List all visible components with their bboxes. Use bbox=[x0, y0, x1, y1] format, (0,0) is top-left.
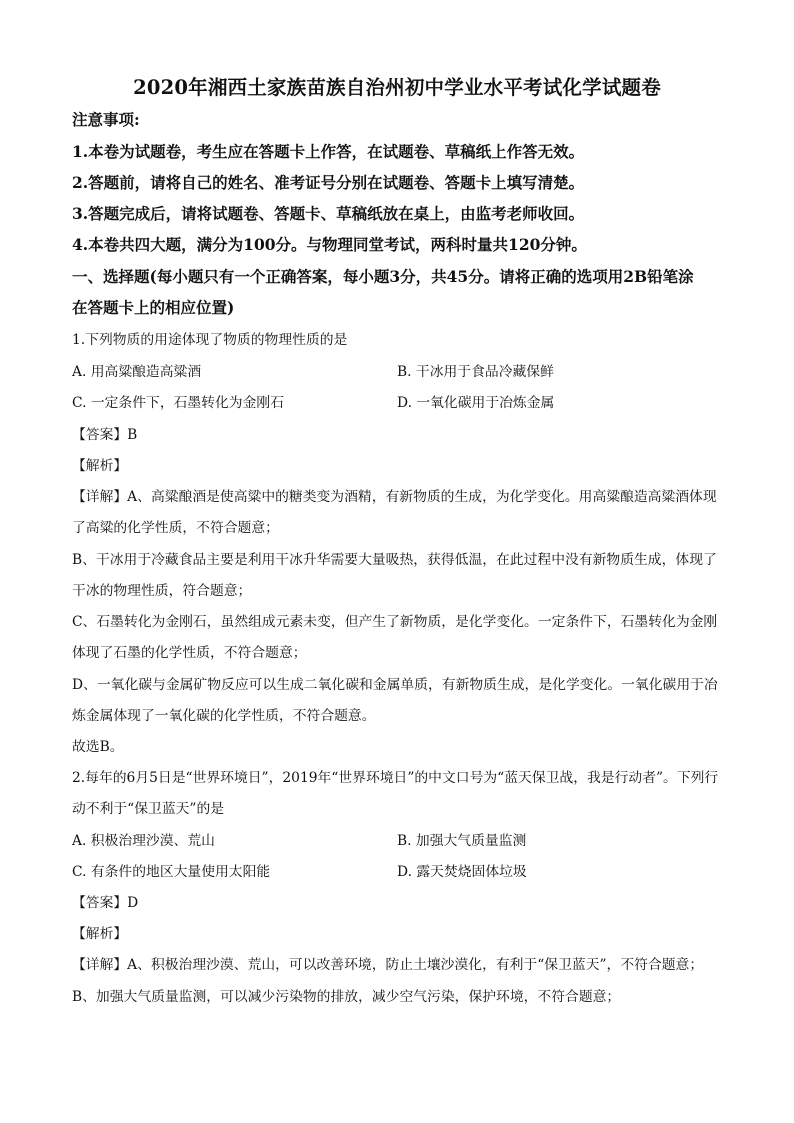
question-1-option-c: C. 一定条件下，石墨转化为金刚石 bbox=[72, 395, 284, 411]
notice-item-3: 3.答题完成后，请将试题卷、答题卡、草稿纸放在桌上，由监考老师收回。 bbox=[72, 204, 585, 223]
question-2-stem-line-1: 2.每年的6月5日是“世界环境日”，2019年“世界环境日”的中文口号为“蓝天保卫战，我是行动者”。下列行 bbox=[72, 770, 719, 786]
question-2-analysis-label: 【解析】 bbox=[72, 926, 128, 942]
question-1-stem: 1.下列物质的用途体现了物质的物理性质的是 bbox=[72, 332, 348, 348]
notice-item-4: 4.本卷共四大题，满分为100分。与物理同堂考试，两科时量共120分钟。 bbox=[72, 235, 587, 254]
question-1-detail-line: B、干冰用于冷藏食品主要是利用干冰升华需要大量吸热，获得低温，在此过程中没有新物质生成，体现了 bbox=[72, 552, 717, 568]
question-2-option-c: C. 有条件的地区大量使用太阳能 bbox=[72, 864, 271, 880]
question-1-answer: 【答案】B bbox=[72, 427, 138, 443]
question-1-detail-line: 【详解】A、高粱酿酒是使高粱中的糖类变为酒精，有新物质的生成，为化学变化。用高粱酿造高粱酒体现 bbox=[72, 489, 717, 505]
question-1-option-b: B. 干冰用于食品冷藏保鲜 bbox=[397, 364, 554, 380]
question-1-detail-line: C、石墨转化为金刚石，虽然组成元素未变，但产生了新物质，是化学变化。一定条件下，石墨转化为金刚 bbox=[72, 614, 718, 630]
question-1-detail-line: 了高粱的化学性质，不符合题意； bbox=[72, 520, 279, 536]
notice-item-2: 2.答题前，请将自己的姓名、准考证号分别在试题卷、答题卡上填写清楚。 bbox=[72, 173, 585, 192]
question-2-option-b: B. 加强大气质量监测 bbox=[397, 833, 527, 849]
page-title: 2020年湘西土家族苗族自治州初中学业水平考试化学试题卷 bbox=[133, 76, 661, 99]
question-2-option-d: D. 露天焚烧固体垃圾 bbox=[397, 864, 527, 880]
question-1-detail-line: D、一氧化碳与金属矿物反应可以生成二氧化碳和金属单质，有新物质生成，是化学变化。一氧化碳用于冶 bbox=[72, 677, 718, 693]
section-heading-line-2: 在答题卡上的相应位置) bbox=[72, 298, 235, 317]
question-1-option-d: D. 一氧化碳用于冶炼金属 bbox=[397, 395, 555, 411]
question-1-detail-line: 炼金属体现了一氧化碳的化学性质，不符合题意。 bbox=[72, 708, 376, 724]
question-2-stem-line-2: 动不利于“保卫蓝天”的是 bbox=[72, 801, 225, 817]
question-2-detail-line: B、加强大气质量监测，可以减少污染物的排放，减少空气污染，保护环境，不符合题意； bbox=[72, 989, 621, 1005]
question-1-detail-line: 干冰的物理性质，符合题意； bbox=[72, 583, 252, 599]
question-1-option-a: A. 用高粱酿造高粱酒 bbox=[72, 364, 202, 380]
question-2-detail-line: 【详解】A、积极治理沙漠、荒山，可以改善环境，防止土壤沙漠化，有利于“保卫蓝天”，不符合题意； bbox=[72, 957, 704, 973]
question-1-conclusion: 故选B。 bbox=[72, 739, 124, 755]
section-heading-line-1: 一、选择题(每小题只有一个正确答案，每小题3分，共45分。请将正确的选项用2B铅笔涂 bbox=[72, 267, 694, 286]
question-2-option-a: A. 积极治理沙漠、荒山 bbox=[72, 833, 215, 849]
question-2-answer: 【答案】D bbox=[72, 895, 139, 911]
question-1-detail-line: 体现了石墨的化学性质，不符合题意； bbox=[72, 645, 307, 661]
question-1-analysis-label: 【解析】 bbox=[72, 458, 128, 474]
notice-item-1: 1.本卷为试题卷，考生应在答题卡上作答，在试题卷、草稿纸上作答无效。 bbox=[72, 142, 585, 161]
notice-heading: 注意事项: bbox=[72, 110, 140, 129]
